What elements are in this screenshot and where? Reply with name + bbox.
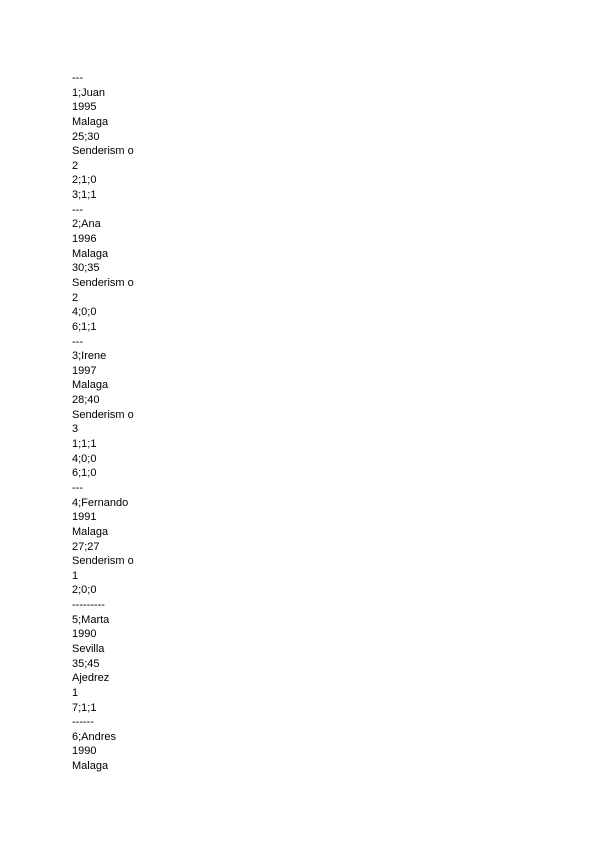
text-line: 1990 bbox=[72, 745, 97, 758]
text-line: 2;1;0 bbox=[72, 174, 97, 187]
text-line: 1 bbox=[72, 569, 79, 582]
text-line: 25;30 bbox=[72, 130, 100, 143]
text-line: 4;Fernando bbox=[72, 496, 129, 509]
text-line: 3;Irene bbox=[72, 350, 107, 363]
text-line: Sevilla bbox=[72, 642, 105, 655]
text-line: Malaga bbox=[72, 760, 109, 773]
text-line: 4;0;0 bbox=[72, 306, 97, 319]
text-line: 1995 bbox=[72, 101, 97, 114]
text-line: 6;Andres bbox=[72, 730, 117, 743]
text-line: 35;45 bbox=[72, 657, 100, 670]
text-line: 1;Juan bbox=[72, 86, 106, 99]
text-line: 2 bbox=[72, 159, 79, 172]
text-line: 1991 bbox=[72, 511, 97, 524]
text-line: 3 bbox=[72, 423, 79, 436]
text-line: 6;1;0 bbox=[72, 467, 97, 480]
text-line: 1996 bbox=[72, 233, 97, 246]
text-line: --------- bbox=[72, 599, 105, 612]
text-line: 27;27 bbox=[72, 540, 100, 553]
text-line: --- bbox=[72, 203, 83, 216]
text-line: 28;40 bbox=[72, 394, 100, 407]
text-line: 1997 bbox=[72, 364, 97, 377]
text-line: --- bbox=[72, 72, 83, 84]
text-line: 4;0;0 bbox=[72, 452, 97, 465]
text-line: 1990 bbox=[72, 628, 97, 641]
text-line: 5;Marta bbox=[72, 613, 110, 626]
text-line: 3;1;1 bbox=[72, 189, 97, 202]
text-line: Senderism o bbox=[72, 276, 134, 289]
text-line: 1;1;1 bbox=[72, 438, 97, 451]
text-line: --- bbox=[72, 335, 83, 348]
text-line: Malaga bbox=[72, 247, 109, 260]
text-line: 30;35 bbox=[72, 262, 100, 275]
text-line: Senderism o bbox=[72, 555, 134, 568]
text-line: Senderism o bbox=[72, 145, 134, 158]
text-line: Senderism o bbox=[72, 408, 134, 421]
text-line: Malaga bbox=[72, 379, 109, 392]
text-line: 2 bbox=[72, 291, 79, 304]
text-line: 2;0;0 bbox=[72, 584, 97, 597]
text-line: 6;1;1 bbox=[72, 320, 97, 333]
text-line: ------ bbox=[72, 716, 94, 729]
text-line: --- bbox=[72, 481, 83, 494]
document-text-block bbox=[72, 71, 134, 774]
text-line: 2;Ana bbox=[72, 218, 101, 231]
text-line: 1 bbox=[72, 686, 79, 699]
text-line: Malaga bbox=[72, 525, 109, 538]
text-line: 7;1;1 bbox=[72, 701, 97, 714]
text-line: Malaga bbox=[72, 115, 109, 128]
text-line: Ajedrez bbox=[72, 672, 110, 685]
